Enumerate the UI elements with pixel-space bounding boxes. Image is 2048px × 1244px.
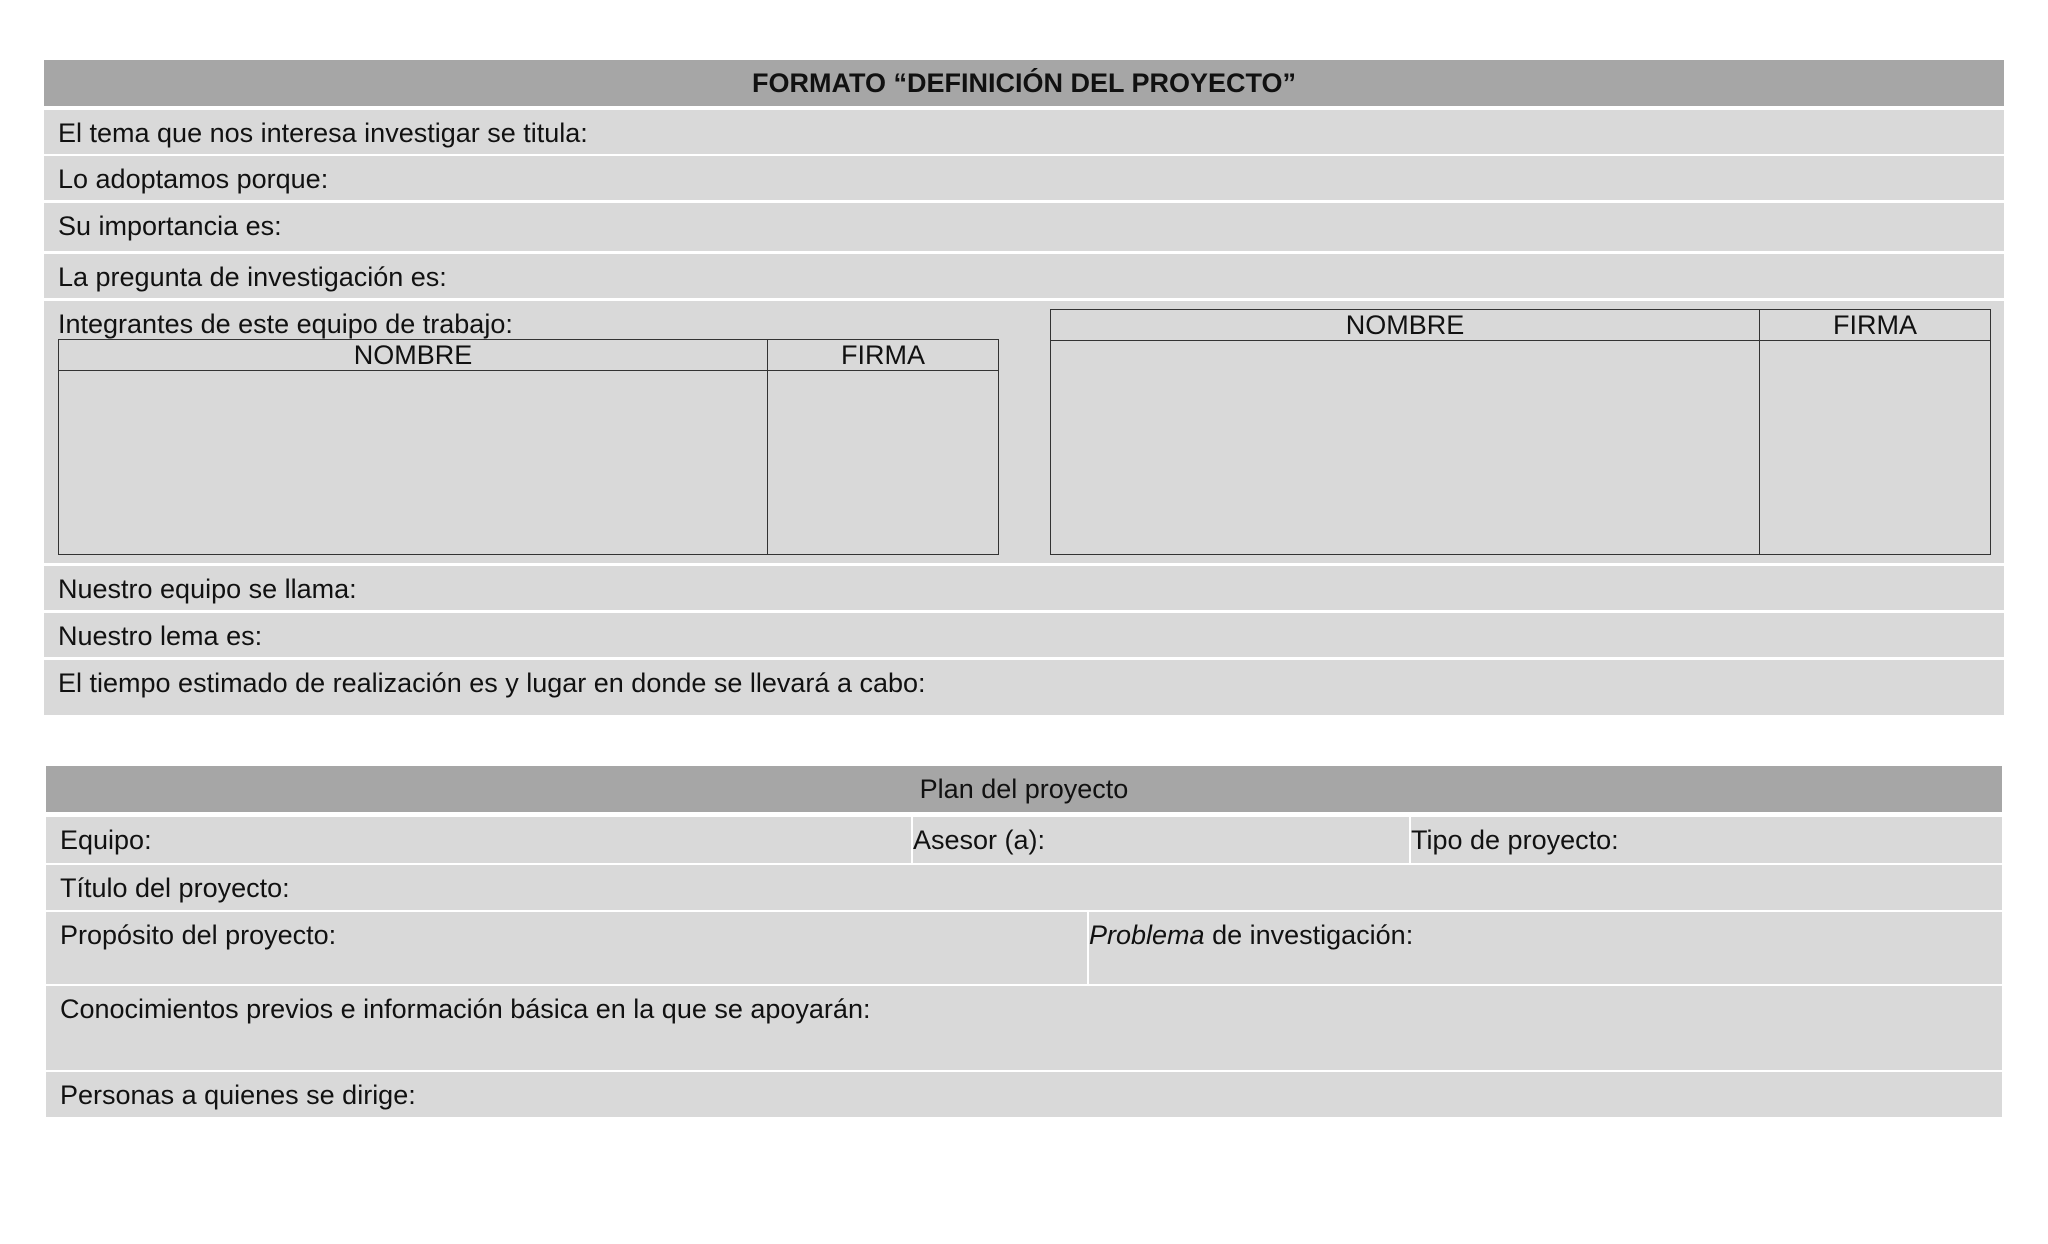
label-tipo: Tipo de proyecto: — [1411, 825, 1619, 855]
plan-title-bar — [46, 766, 2002, 812]
label-lema: Nuestro lema es: — [58, 621, 263, 651]
plan-cell-tipo[interactable] — [1411, 817, 2002, 863]
label-proposito: Propósito del proyecto: — [60, 920, 337, 950]
label-equipo-nombre: Nuestro equipo se llama: — [58, 574, 357, 604]
members-right-sign-header: FIRMA — [1760, 310, 1991, 341]
label-titulo: Título del proyecto: — [60, 873, 290, 903]
label-problema-rest: de investigación: — [1204, 920, 1414, 950]
label-conocimientos: Conocimientos previos e información básica en la que se apoyarán: — [60, 994, 871, 1024]
members-left-name-header: NOMBRE — [59, 340, 768, 371]
row-lema[interactable] — [44, 613, 2004, 657]
label-asesor: Asesor (a): — [913, 825, 1046, 855]
row-pregunta[interactable] — [44, 254, 2004, 298]
row-importancia[interactable] — [44, 203, 2004, 251]
plan-cell-problema[interactable] — [1089, 912, 2002, 984]
plan-cell-personas[interactable] — [46, 1072, 2002, 1117]
plan-cell-equipo[interactable] — [46, 817, 911, 863]
plan-title: Plan del proyecto — [919, 774, 1129, 804]
label-integrantes: Integrantes de este equipo de trabajo: — [58, 309, 513, 339]
label-personas: Personas a quienes se dirige: — [60, 1080, 416, 1110]
label-problema-italic: Problema — [1089, 920, 1205, 950]
row-adoptamos[interactable] — [44, 156, 2004, 200]
label-tiempo: El tiempo estimado de realización es y lugar en donde se llevará a cabo: — [58, 668, 926, 698]
label-pregunta: La pregunta de investigación es: — [58, 262, 447, 292]
members-left-name-cell[interactable] — [59, 371, 768, 555]
plan-cell-asesor[interactable] — [913, 817, 1409, 863]
members-table-right — [1050, 309, 1991, 555]
row-tema[interactable] — [44, 110, 2004, 154]
plan-cell-proposito[interactable] — [46, 912, 1087, 984]
plan-cell-titulo[interactable] — [46, 865, 2002, 910]
members-left-sign-cell[interactable] — [768, 371, 999, 555]
members-table-left — [58, 339, 999, 555]
label-importancia: Su importancia es: — [58, 211, 282, 241]
definition-title-bar — [44, 60, 2004, 106]
members-right-name-header: NOMBRE — [1051, 310, 1760, 341]
members-left-sign-header: FIRMA — [768, 340, 999, 371]
members-right-sign-cell[interactable] — [1760, 341, 1991, 555]
plan-cell-conocimientos[interactable] — [46, 986, 2002, 1070]
label-tema: El tema que nos interesa investigar se titula: — [58, 118, 588, 148]
members-right-name-cell[interactable] — [1051, 341, 1760, 555]
label-equipo: Equipo: — [60, 825, 152, 855]
row-tiempo[interactable] — [44, 660, 2004, 715]
definition-title: FORMATO “DEFINICIÓN DEL PROYECTO” — [751, 68, 1297, 98]
row-equipo-nombre[interactable] — [44, 566, 2004, 610]
label-adoptamos: Lo adoptamos porque: — [58, 164, 329, 194]
